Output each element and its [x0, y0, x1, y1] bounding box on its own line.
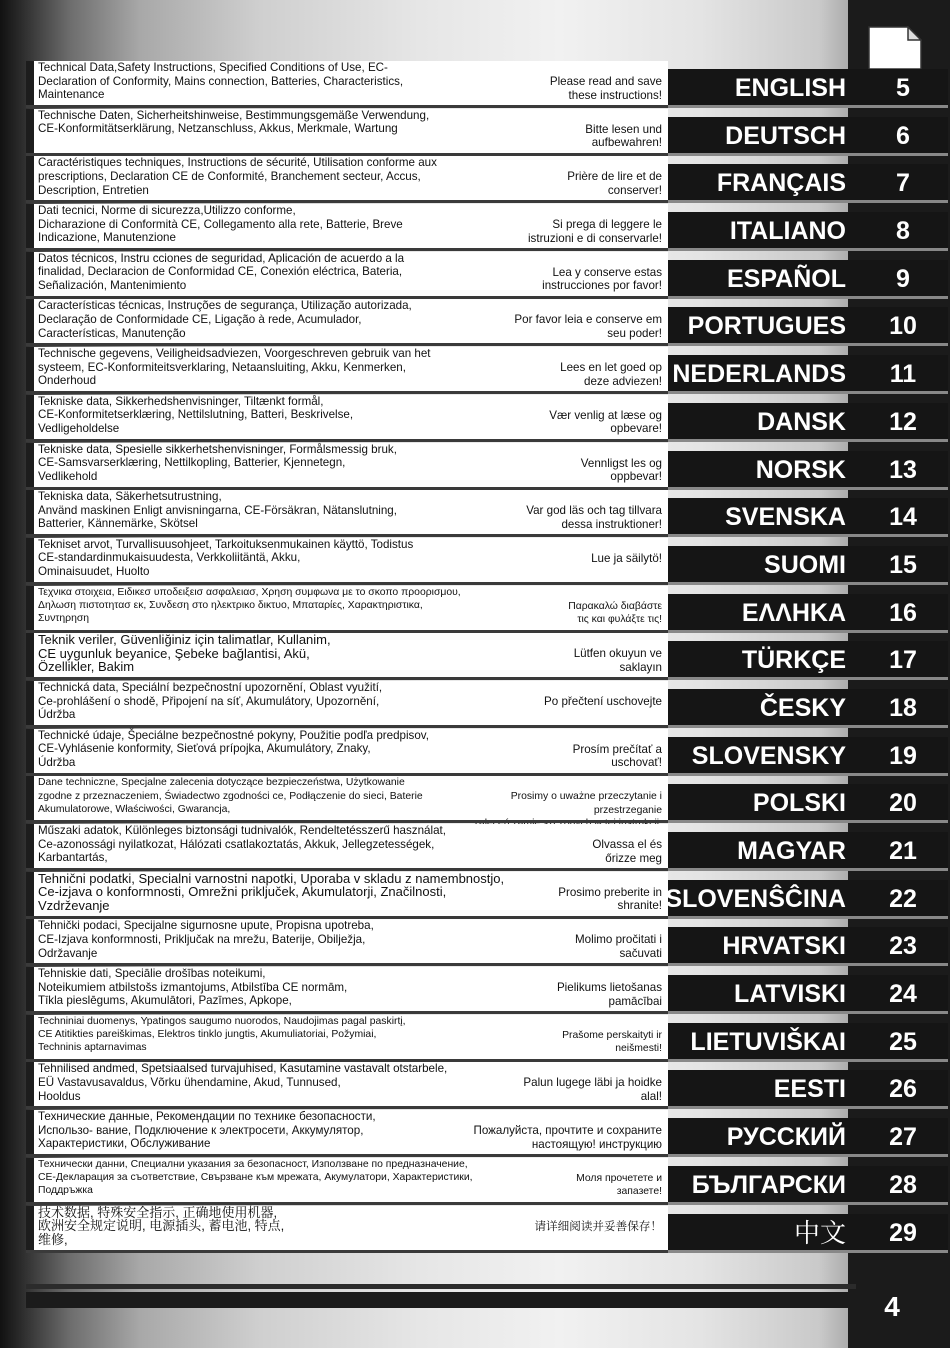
language-row[interactable]: [26, 490, 950, 538]
contents-description: Technische gegevens, Veiligheidsadviezen, Voorgeschreven gebruik van het systeem, EC-Konformiteitsverklaring, Netaansluiting, Akku, Kenmerken, Onderhoud: [38, 347, 431, 388]
language-name: SLOVENSKY: [691, 741, 846, 770]
read-notice: Bitte lesen und aufbewahren!: [585, 122, 662, 150]
description-box: [26, 252, 668, 296]
language-page-number: 22: [889, 884, 917, 913]
read-notice: Pielikums lietošanas pamācībai: [556, 981, 662, 1008]
language-tab[interactable]: [668, 69, 948, 105]
language-name: LATVISKI: [733, 980, 846, 1009]
read-notice: Please read and save these instructions!: [549, 75, 662, 102]
read-notice: Var god läs och tag tillvara dessa instruktioner!: [526, 504, 662, 531]
language-row[interactable]: [26, 872, 950, 920]
contents-description: Технические данные, Рекомендации по технике безопасности, Использо- вание, Подключение к электросети, Аккумулятор, Характеристики, Обслуживание: [38, 1110, 376, 1151]
contents-description: Tehnični podatki, Specialni varnostni napotki, Uporaba v skladu z namembnostjo, Ce-izjava o konformnosti, Omrežni priključek, Akumulatorji, Značilnosti, Vzdrževanje: [38, 870, 505, 913]
language-tab[interactable]: [668, 1214, 948, 1250]
language-page-number: 16: [889, 598, 917, 627]
language-tab[interactable]: [668, 1118, 948, 1154]
language-row[interactable]: [26, 824, 950, 872]
language-row[interactable]: [26, 443, 950, 491]
page-number: 4: [884, 1291, 900, 1322]
language-row[interactable]: [26, 919, 950, 967]
read-notice: Моля прочетете и запазете!: [576, 1172, 662, 1198]
language-name: ΕΛΛΗΚΑ: [741, 598, 846, 627]
language-page-number: 12: [889, 407, 917, 436]
read-notice: 请详细阅读并妥善保存！: [534, 1219, 662, 1233]
language-name: SVENSKA: [725, 503, 846, 532]
contents-description: Datos técnicos, Instru cciones de seguridad, Aplicación de acuerdo a la finalidad, Declaracion de Conformidad CE, Conexión eléctrica, Bateria, Señalización, Mantenimiento: [38, 251, 405, 292]
language-row[interactable]: [26, 252, 950, 300]
language-tab[interactable]: [668, 832, 948, 868]
description-box: [26, 156, 668, 200]
language-page-number: 23: [889, 932, 917, 961]
description-box: [26, 61, 668, 105]
language-page-number: 8: [896, 217, 910, 246]
contents-description: Teknik veriler, Güvenliğiniz için talimatlar, Kullanim, CE uygunluk beyanice, Şebeke bağlantisi, Akü, Özellikler, Bakim: [38, 632, 331, 675]
description-box: [26, 824, 668, 868]
language-page-number: 27: [889, 1123, 917, 1152]
language-page-number: 10: [889, 312, 917, 341]
language-name: SUOMI: [764, 550, 846, 579]
contents-description: Technische Daten, Sicherheitshinweise, Bestimmungsgemäße Verwendung, CE-Konformitätserklärung, Netzanschluss, Akkus, Merkmale, Wartung: [38, 108, 430, 136]
language-tab[interactable]: [668, 975, 948, 1011]
read-notice: Παρακαλώ διαβάστε τις και φυλάξτε τις!: [568, 600, 662, 625]
read-notice: Palun lugege läbi ja hoidke alal!: [523, 1076, 662, 1104]
language-page-number: 29: [889, 1218, 917, 1247]
read-notice: Prière de lire et de conserver!: [567, 170, 662, 197]
language-name: LIETUVIŠKAI: [690, 1027, 846, 1056]
language-row[interactable]: [26, 1158, 950, 1206]
contents-description: Dane techniczne, Specjalne zalecenia dotyczące bezpieczeństwa, Użytkowanie zgodne z przeznaczeniem, Świadectwo zgodności ce, Podłączenie do sieci, Baterie Akumulatorowe, Właściwości, Gwarancja,: [38, 777, 423, 815]
language-row[interactable]: [26, 633, 950, 681]
contents-description: Características técnicas, Instruções de segurança, Utilização autorizada, Declaração de Conformidade CE, Ligação à rede, Acumulador, Características, Manutenção: [38, 299, 412, 340]
language-name: NEDERLANDS: [672, 360, 846, 389]
language-page-number: 14: [889, 503, 917, 532]
language-tab[interactable]: [668, 260, 948, 296]
contents-description: Tekniske data, Sikkerhedshenvisninger, Tiltænkt formål, CE-Konformitetserklæring, Nettilslutning, Batteri, Beskrivelse, Vedligeholdelse: [38, 394, 354, 435]
read-notice: Lütfen okuyun ve saklayın: [573, 647, 662, 674]
contents-description: Technical Data,Safety Instructions, Specified Conditions of Use, EC- Declaration of Conformity, Mains connection, Batteries, Characteristics, Maintenance: [38, 61, 404, 102]
language-row[interactable]: [26, 729, 950, 777]
language-page-number: 25: [889, 1027, 917, 1056]
language-page-number: 5: [896, 74, 910, 102]
language-page-number: 19: [889, 741, 917, 770]
language-page-number: 28: [889, 1170, 917, 1199]
read-notice: Po přečtení uschovejte: [544, 694, 662, 708]
language-name: TÜRKÇE: [741, 646, 846, 675]
description-box: [26, 347, 668, 391]
read-notice: Vennligst les og oppbevar!: [580, 456, 662, 484]
language-row[interactable]: [26, 61, 950, 109]
language-name: ITALIANO: [729, 217, 846, 246]
contents-description: Tekniske data, Spesielle sikkerhetshenvisninger, Formålsmessig bruk, CE-Samsvarserklæring, Nettilkopling, Batterier, Kjennetegn, Vedlikehold: [38, 442, 397, 483]
description-box: [26, 1062, 668, 1106]
language-page-number: 7: [896, 169, 910, 198]
read-notice: Por favor leia e conserve em seu poder!: [514, 313, 662, 341]
description-box: [26, 586, 668, 630]
contents-description: Technická data, Speciální bezpečnostní upozornění, Oblast využití, Ce-prohlášení o shodě, Připojení na síť, Akumulátory, Upozornění, Údržba: [38, 680, 383, 722]
language-name: SLOVENŜĈINA: [665, 884, 846, 913]
language-name: EESTI: [773, 1075, 846, 1104]
read-notice: Prosím prečítať a uschovať!: [572, 742, 662, 770]
description-box: [26, 776, 668, 820]
language-name: 中文: [793, 1217, 846, 1248]
language-tab[interactable]: [668, 451, 948, 487]
language-tab[interactable]: [668, 927, 948, 963]
language-name: HRVATSKI: [722, 932, 846, 961]
language-row[interactable]: [26, 538, 950, 586]
contents-description: Tehnilised andmed, Spetsiaalsed turvajuhised, Kasutamine vastavalt otstarbele, EÜ Vastavusavaldus, Võrku ühendamine, Akud, Tunnused, Hooldus: [38, 1062, 448, 1103]
language-tab[interactable]: [668, 546, 948, 582]
contents-description: Techniniai duomenys, Ypatingos saugumo nuorodos, Naudojimas pagal paskirtį, CE Atitikties pareiškimas, Elektros tinklo jungtis, Akumuliatoriai, Požymiai, Techninis aptarnavimas: [38, 1015, 406, 1054]
language-name: DEUTSCH: [725, 121, 846, 150]
language-tab[interactable]: [668, 1166, 948, 1202]
language-page-number: 21: [889, 837, 917, 865]
language-page-number: 13: [889, 455, 917, 484]
description-box: [26, 681, 668, 725]
description-box: [26, 872, 668, 916]
description-box: [26, 919, 668, 963]
language-row[interactable]: [26, 109, 950, 157]
language-tab[interactable]: [668, 784, 948, 820]
language-tab[interactable]: [668, 307, 948, 343]
description-box: [26, 729, 668, 773]
read-notice: Prosimy o uważne przeczytanie i przestrzeganie: [510, 791, 662, 816]
contents-description: Caractéristiques techniques, Instructions de sécurité, Utilisation conforme aux prescriptions, Declaration CE de Conformité, Branchement secteur, Accus, Description, Entretien: [38, 156, 437, 197]
language-page-number: 24: [889, 980, 917, 1009]
language-row[interactable]: [26, 395, 950, 443]
language-name: ENGLISH: [734, 74, 846, 102]
language-page-number: 17: [889, 646, 917, 675]
language-row[interactable]: [26, 776, 950, 824]
description-box: [26, 633, 668, 677]
description-box: [26, 1206, 668, 1250]
language-tab[interactable]: [668, 1070, 948, 1106]
read-notice: Prašome perskaityti ir neišmesti!: [562, 1029, 662, 1054]
language-name: MAGYAR: [737, 837, 846, 865]
description-box: [26, 443, 668, 487]
contents-description: Tehnički podaci, Specijalne sigurnosne upute, Propisna upotreba, CE-Izjava konformnosti, Priključak na mrežu, Baterije, Obilježja, Održavanje: [38, 919, 374, 960]
language-row[interactable]: [26, 1062, 950, 1110]
description-box: [26, 299, 668, 343]
language-tab[interactable]: [668, 641, 948, 677]
language-name: РУССКИЙ: [726, 1123, 846, 1152]
read-notice: Пожалуйста, прочтите и сохраните настоящую! инструкцию: [473, 1124, 662, 1151]
language-tab[interactable]: [668, 164, 948, 200]
language-row[interactable]: [26, 681, 950, 729]
description-box: [26, 109, 668, 153]
language-tab[interactable]: [668, 498, 948, 534]
description-box: [26, 1110, 668, 1154]
language-page-number: 18: [889, 693, 917, 722]
language-name: ESPAÑOL: [727, 264, 846, 293]
language-tab[interactable]: [668, 355, 948, 391]
read-notice: Prosimo preberite in shranite!: [558, 885, 662, 913]
language-row[interactable]: [26, 1015, 950, 1063]
language-row[interactable]: [26, 347, 950, 395]
description-box: [26, 1158, 668, 1202]
language-tab[interactable]: [665, 880, 948, 916]
description-box: [26, 395, 668, 439]
language-row[interactable]: [26, 299, 950, 347]
language-row[interactable]: [26, 156, 950, 204]
description-box: [26, 967, 668, 1011]
contents-description: Tekniska data, Säkerhetsutrustning, Använd maskinen Enligt anvisningarna, CE-Försäkran, Nätanslutning, Batterier, Kännemärke, Skötsel: [38, 490, 397, 531]
read-notice: Olvassa el és őrizze meg: [592, 838, 662, 865]
language-row[interactable]: [26, 1206, 950, 1254]
language-page-number: 11: [889, 360, 917, 389]
language-row[interactable]: [26, 967, 950, 1015]
contents-description: Műszaki adatok, Különleges biztonsági tudnivalók, Rendeltetésszerű használat, Ce-azonossági nyilatkozat, Hálózati csatlakoztatás, Akkuk, Jellegzetességek, Karbantartás,: [38, 824, 446, 865]
language-tab[interactable]: [668, 737, 948, 773]
language-tab[interactable]: [668, 117, 948, 153]
description-box: [26, 490, 668, 534]
contents-description: Dati tecnici, Norme di sicurezza,Utilizzo conforme, Dicharazione di Conformità CE, Collegamento alla rete, Batterie, Breve Indicazione, Manutenzione: [38, 204, 403, 245]
language-page-number: 20: [889, 789, 917, 818]
contents-description: 技术数据, 特殊安全指示, 正确地使用机器, 欧洲安全规定说明, 电源插头, 蓄电池, 特点, 维修,: [38, 1204, 285, 1247]
read-notice: Lees en let goed op deze adviezen!: [560, 361, 662, 388]
language-page-number: 15: [889, 550, 917, 579]
language-tab[interactable]: [668, 403, 948, 439]
language-name: ČESKY: [759, 693, 846, 722]
language-tab[interactable]: [668, 212, 948, 248]
language-page-number: 26: [889, 1075, 917, 1104]
description-box: [26, 204, 668, 248]
contents-description: Технически данни, Специални указания за безопасност, Използване по предназначение, CE-Декларация за съответствие, Свързване към мрежата, Акумулатори, Характеристики, Поддръжка: [38, 1158, 473, 1197]
language-page-number: 9: [896, 264, 910, 293]
read-notice: Vær venlig at læse og opbevare!: [549, 408, 662, 436]
contents-description: Technické údaje, Špeciálne bezpečnostné pokyny, Použitie podľa predpisov, CE-Vyhlásenie konformity, Sieťová prípojka, Akumulátory, Znaky, Údržba: [38, 728, 429, 769]
language-page-number: 6: [896, 121, 910, 150]
description-box: [26, 538, 668, 582]
language-tab[interactable]: [668, 594, 948, 630]
language-name: БЪЛГАРСКИ: [691, 1170, 846, 1199]
read-notice: Lea y conserve estas instrucciones por favor!: [542, 265, 662, 293]
language-name: FRANÇAIS: [716, 169, 846, 198]
language-name: PORTUGUES: [687, 312, 846, 341]
read-notice: Si prega di leggere le istruzioni e di conservarle!: [527, 218, 662, 245]
language-name: DANSK: [757, 407, 846, 436]
bottom-bar: [26, 1292, 856, 1308]
language-name: NORSK: [755, 455, 846, 484]
contents-description: Tehniskie dati, Speciālie drošības noteikumi, Noteikumiem atbilstošs izmantojums, Atbilstība CE normām, Tīkla pieslēgums, Akumulātori, Pazīmes, Apkope,: [38, 967, 348, 1008]
read-notice: Molimo pročitati i sačuvati: [575, 933, 662, 960]
language-row[interactable]: [26, 586, 950, 634]
language-index: [26, 61, 950, 1253]
read-notice: Lue ja säilytö!: [591, 551, 662, 565]
language-name: POLSKI: [752, 789, 846, 818]
language-row[interactable]: [26, 1110, 950, 1158]
language-tab[interactable]: [668, 689, 948, 725]
language-tab[interactable]: [668, 1023, 948, 1059]
contents-description: Τεχνικα στοιχεια, Ειδικεσ υποδειξεισ ασφαλειασ, Χρηση συμφωνα με το σκοπο προορισμου, Δηλωση πιστοτητασ εκ, Συνδεση στο ηλεκτρικο δικτυο, Μπαταρίες, Χαρακτηριστικα, Συντηρηση: [38, 586, 461, 624]
language-row[interactable]: [26, 204, 950, 252]
description-box: [26, 1015, 668, 1059]
contents-description: Tekniset arvot, Turvallisuusohjeet, Tarkoituksenmukainen käyttö, Todistus CE-standardinmukaisuudesta, Verkkoliitäntä, Akku, Ominaisuudet, Huolto: [38, 537, 414, 579]
